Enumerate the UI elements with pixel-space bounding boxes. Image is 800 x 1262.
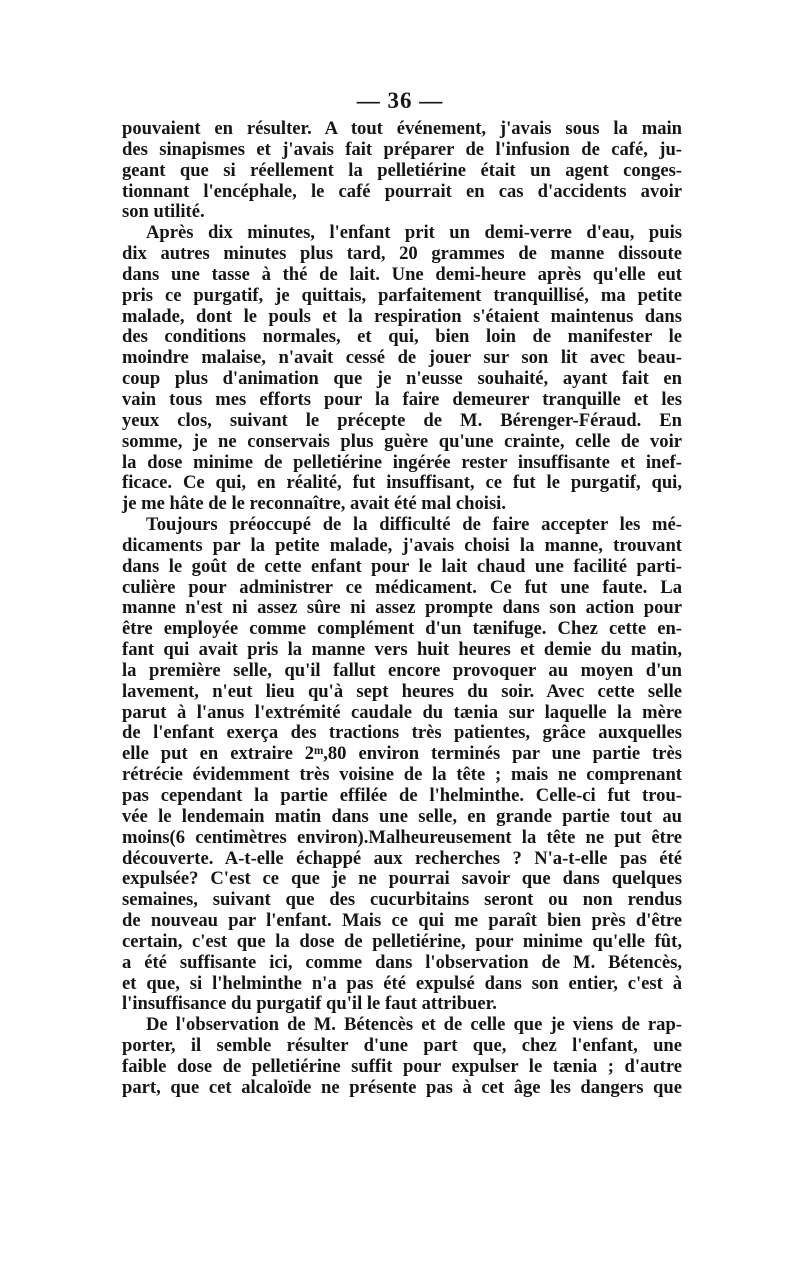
paragraph-1 bbox=[122, 119, 682, 223]
text-line: moins(6 centimètres environ).Malheureusement la tête ne put être bbox=[122, 826, 682, 848]
text-line: pas cependant la partie effilée de l'helminthe. Celle-ci fut trou- bbox=[122, 785, 682, 806]
text-line: elle put en extraire 2ᵐ,80 environ terminés par une partie très bbox=[122, 743, 682, 765]
text-line: faible dose de pelletiérine suffit pour expulser le tænia ; d'autre bbox=[122, 1055, 682, 1077]
text-line: fant qui avait pris la manne vers huit heures et demie du matin, bbox=[122, 639, 682, 661]
text-line: vain tous mes efforts pour la faire demeurer tranquille et les bbox=[122, 388, 682, 410]
paragraph-3 bbox=[122, 515, 682, 1015]
text-line: ficace. Ce qui, en réalité, fut insuffisant, ce fut le purgatif, qui, bbox=[122, 472, 682, 494]
text-line: découverte. A-t-elle échappé aux recherches ? N'a-t-elle pas été bbox=[122, 847, 682, 869]
text-line: Toujours préoccupé de la difficulté de faire accepter les mé- bbox=[146, 514, 682, 536]
text-line: semaines, suivant que des cucurbitains seront ou non rendus bbox=[122, 889, 682, 911]
text-line: des conditions normales, et qui, bien loin de manifester le bbox=[122, 326, 682, 348]
text-line: De l'observation de M. Bétencès et de celle que je viens de rap- bbox=[146, 1014, 682, 1036]
text-line: je me hâte de le reconnaître, avait été mal choisi. bbox=[122, 493, 506, 515]
text-line: pris ce purgatif, je quittais, parfaitement tranquillisé, ma petite bbox=[122, 284, 682, 306]
text-line: Après dix minutes, l'enfant prit un demi-verre d'eau, puis bbox=[146, 222, 682, 244]
text-line: la dose minime de pelletiérine ingérée rester insuffisante et inef- bbox=[122, 451, 682, 473]
page-number: — 36 — bbox=[356, 88, 444, 113]
text-line: dans une tasse à thé de lait. Une demi-heure après qu'elle eut bbox=[122, 263, 682, 285]
text-line: de l'enfant exerça des tractions très patientes, grâce auxquelles bbox=[122, 722, 682, 744]
text-line: expulsée? C'est ce que je ne pourrai savoir que dans quelques bbox=[122, 868, 682, 890]
text-line: vée le lendemain matin dans une selle, en grande partie tout au bbox=[122, 805, 682, 827]
text-line: somme, je ne conservais plus guère qu'une crainte, celle de voir bbox=[122, 430, 682, 452]
text-line: des sinapismes et j'avais fait préparer de l'infusion de café, ju- bbox=[122, 138, 682, 160]
text-line: pouvaient en résulter. A tout événement, j'avais sous la main bbox=[122, 118, 682, 139]
text-line: moindre malaise, n'avait cessé de jouer sur son lit avec beau- bbox=[122, 347, 682, 369]
text-line: part, que cet alcaloïde ne présente pas à cet âge les dangers que bbox=[122, 1076, 682, 1098]
text-line: culière pour administrer ce médicament. Ce fut une faute. La bbox=[122, 576, 682, 598]
text-line: certain, c'est que la dose de pelletiérine, pour minime qu'elle fût, bbox=[122, 930, 682, 952]
text-line: rétrécie évidemment très voisine de la tête ; mais ne comprenant bbox=[122, 764, 682, 786]
text-line: dans le goût de cette enfant pour le lait chaud une facilité parti- bbox=[122, 555, 682, 577]
text-line: parut à l'anus l'extrémité caudale du tænia sur laquelle la mère bbox=[122, 701, 682, 723]
text-line: geant que si réellement la pelletiérine était un agent conges- bbox=[122, 159, 682, 181]
text-line: l'insuffisance du purgatif qu'il le faut attribuer. bbox=[122, 993, 497, 1015]
text-line: lavement, n'eut lieu qu'à sept heures du soir. Avec cette selle bbox=[122, 680, 682, 702]
text-line: être employée comme complément d'un tænifuge. Chez cette en- bbox=[122, 618, 682, 640]
text-line: dix autres minutes plus tard, 20 grammes de manne dissoute bbox=[122, 243, 682, 265]
text-line: malade, dont le pouls et la respiration s'étaient maintenus dans bbox=[122, 305, 682, 327]
body-text bbox=[122, 119, 682, 1099]
text-line: la première selle, qu'il fallut encore provoquer au moyen d'un bbox=[122, 659, 682, 681]
paragraph-4 bbox=[122, 1015, 682, 1098]
paragraph-2 bbox=[122, 223, 682, 515]
text-line: porter, il semble résulter d'une part que, chez l'enfant, une bbox=[122, 1035, 682, 1057]
text-line: et que, si l'helminthe n'a pas été expulsé dans son entier, c'est à bbox=[122, 972, 682, 994]
text-line: a été suffisante ici, comme dans l'observation de M. Bétencès, bbox=[122, 951, 682, 973]
text-line: manne n'est ni assez sûre ni assez prompte dans son action pour bbox=[122, 597, 682, 619]
text-line: coup plus d'animation que je n'eusse souhaité, ayant fait en bbox=[122, 368, 682, 390]
text-line: dicaments par la petite malade, j'avais choisi la manne, trouvant bbox=[122, 534, 682, 556]
text-line: yeux clos, suivant le précepte de M. Bérenger-Féraud. En bbox=[122, 409, 682, 431]
text-line: de nouveau par l'enfant. Mais ce qui me paraît bien près d'être bbox=[122, 910, 682, 932]
text-line: tionnant l'encéphale, le café pourrait en cas d'accidents avoir bbox=[122, 180, 682, 202]
text-line: son utilité. bbox=[122, 201, 205, 223]
